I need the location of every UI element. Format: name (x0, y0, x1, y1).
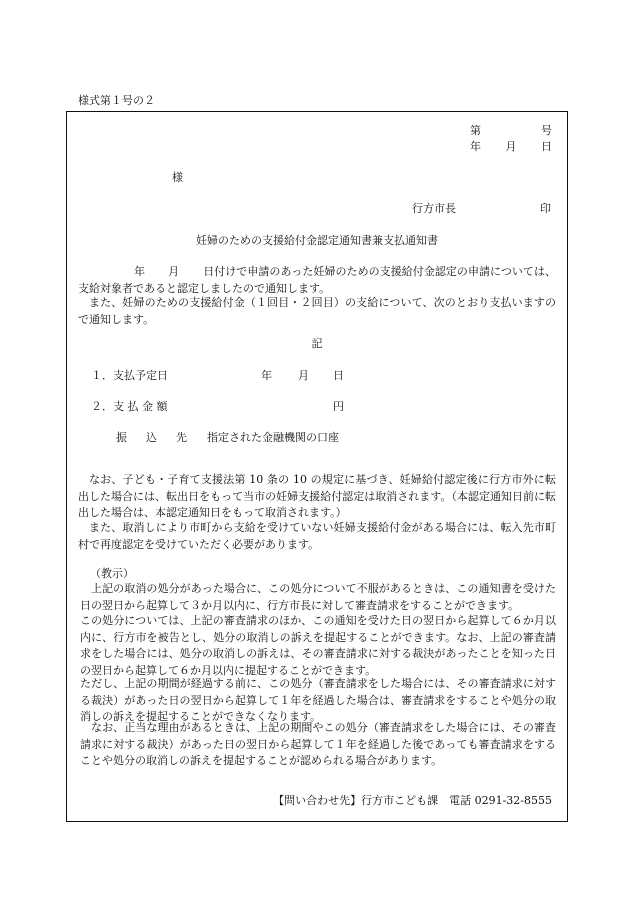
issue-year: 年 (470, 140, 481, 153)
paragraph-re-recognition: また、取消しにより市町から支給を受けていない妊婦支援給付金がある場合には、転入先市町村で再度認定を受けていただく必要があります。 (78, 521, 556, 551)
instruction-time-limit: ただし、上記の期間が経過する前に、この処分（審査請求をした場合には、その審査請求に対する裁決）があった日の翌日から起算して１年を経過した場合は、審査請求をすることや処分の取消しの訴えを提起することができなくなります。 (80, 677, 556, 723)
number-suffix: 号 (541, 124, 552, 137)
document-number-line (406, 123, 552, 140)
payee-value: 指定された金融機関の口座 (207, 431, 339, 444)
payment-date-month: 月 (298, 369, 309, 382)
form-number-label: 様式第１号の２ (78, 94, 155, 107)
payment-amount-label: ２．支 払 金 額 (91, 400, 168, 413)
p1-month: 月 (168, 265, 180, 278)
issue-month: 月 (505, 140, 517, 153)
instructions-heading: （教示） (90, 567, 134, 580)
paragraph-payment: また、妊婦のための支援給付金（１回目・２回目）の支給について、次のとおり支払いますので通知します。 (78, 296, 556, 326)
instruction-lawsuit: この処分については、上記の審査請求のほか、この通知を受けた日の翌日から起算して６か月以内に、行方市を被告とし、処分の取消しの訴えを提起することができます。なお、上記の審査請求をした場合には、処分の取消しの訴えは、その審査請求に対する裁決があったことを知った日の翌日から起算して６か月以内に提起することができます。 (80, 614, 556, 677)
contact-info: 【問い合わせ先】行方市こども課 電話 0291-32-8555 (273, 794, 552, 807)
payment-amount-unit: 円 (333, 400, 344, 413)
payment-date-year: 年 (261, 369, 272, 382)
seal-mark: 印 (540, 202, 551, 215)
issue-day: 日 (541, 140, 552, 153)
issuer-name: 行方市長 (412, 202, 456, 215)
p1-text: 日付けで申請のあった妊婦のための支援給付金認定の申請については、支給対象者であると認定しましたので通知します。 (78, 265, 557, 295)
p1-year: 年 (134, 265, 146, 278)
addressee-suffix: 様 (172, 171, 183, 184)
number-prefix: 第 (470, 124, 481, 137)
issue-date-line (406, 139, 552, 156)
document-title: 妊婦のための支援給付金認定通知書兼支払通知書 (196, 234, 438, 247)
ki-marker: 記 (311, 337, 323, 350)
paragraph-cancellation: なお、子ども・子育て支援法第 10 条の 10 の規定に基づき、妊婦給付認定後に行方市外に転出した場合には、転出日をもって当市の妊婦支援給付認定は取消されます。（本認定通知日前に転出した場合は、本認定通知日をもって取消されます。） (78, 473, 556, 519)
paragraph-recognition (78, 264, 556, 297)
payment-date-label: １．支払予定日 (91, 369, 168, 382)
instruction-review-request: 上記の取消の処分があった場合に、この処分について不服があるときは、この通知書を受けた日の翌日から起算して３か月以内に、行方市長に対して審査請求をすることができます。 (80, 582, 556, 612)
instruction-exception: なお、正当な理由があるときは、上記の期間やこの処分（審査請求をした場合には、その審査請求に対する裁決）があった日の翌日から起算して１年を経過した後であっても審査請求をすることや処分の取消しの訴えを提起することが認められる場合があります。 (80, 721, 556, 767)
payment-date-day: 日 (333, 369, 344, 382)
payee-label: 振 込 先 (116, 431, 191, 444)
